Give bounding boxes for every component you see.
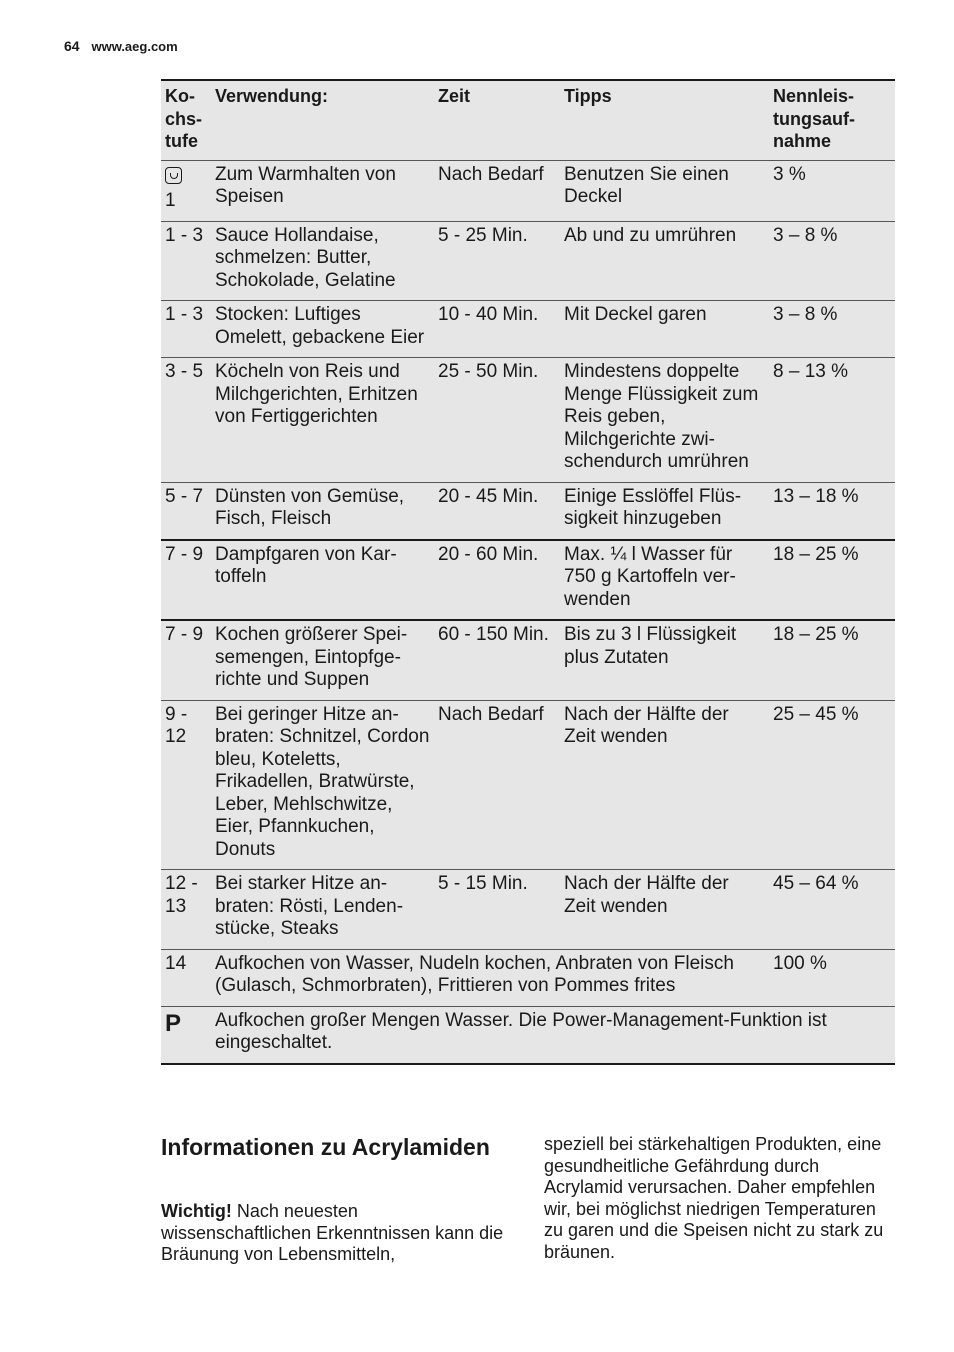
cell-use: Aufkochen von Wasser, Nudeln kochen, Anbraten von Fleisch (Gulasch, Schmorbraten), Frittieren von Pommes frites	[215, 952, 734, 996]
col-header-tips: Tipps	[564, 86, 612, 106]
cell-level: 7 - 9	[165, 543, 204, 565]
cell-use: Sauce Hollandaise, schmelzen: Butter, Schokolade, Gelatine	[215, 224, 396, 291]
table-row	[161, 540, 895, 621]
col-header-use: Verwendung:	[215, 86, 329, 106]
page-header	[64, 38, 178, 54]
cell-tips: Ab und zu umrühren	[564, 224, 737, 246]
cell-use: Dampfgaren von Kartoffeln	[215, 543, 397, 587]
cell-use: Bei geringer Hitze anbraten: Schnitzel, Cordon bleu, Koteletts, Frikadellen, Bratwürste, Leber, Mehlschwitze, Eier, Pfannkuchen, Donuts	[215, 703, 430, 860]
keep-warm-icon	[165, 167, 182, 184]
table-row	[161, 1006, 895, 1064]
cell-level: 3 - 5	[165, 361, 204, 382]
cooking-table	[161, 79, 895, 1065]
section-text-left	[161, 1201, 511, 1266]
table-row	[161, 620, 895, 700]
table-row	[161, 482, 895, 540]
cell-tips: Einige Esslöffel Flüssigkeit hinzugeben	[564, 485, 742, 529]
cell-use: Dünsten von Gemüse, Fisch, Fleisch	[215, 485, 405, 529]
cell-power: 3 – 8 %	[773, 304, 838, 325]
cell-power: 13 – 18 %	[773, 485, 859, 507]
cell-level	[161, 160, 211, 221]
cell-tips: Max. ¼ l Wasser für 750 g Kartoffeln verwenden	[564, 543, 736, 610]
section-title: Informationen zu Acrylamiden	[161, 1134, 490, 1160]
cell-use: Aufkochen großer Mengen Wasser. Die Power-Management-Funktion ist eingeschaltet.	[215, 1009, 827, 1053]
col-header-power: Nennleistungsaufnahme	[773, 86, 855, 151]
table-row	[161, 301, 895, 358]
page-number: 64	[64, 38, 80, 54]
cell-tips: Mindestens doppelte Menge Flüssigkeit zum Reis geben, Milchgerichte zwischendurch umrühren	[564, 361, 759, 472]
cell-time: 20 - 60 Min.	[438, 543, 539, 565]
cell-tips: Mit Deckel garen	[564, 304, 707, 325]
table-row	[161, 221, 895, 301]
cell-power: 18 – 25 %	[773, 624, 859, 645]
cell-time: 10 - 40 Min.	[438, 304, 539, 325]
cell-level: 5 - 7	[165, 485, 204, 507]
cell-power: 8 – 13 %	[773, 361, 848, 382]
section-text-right: speziell bei stärkehaltigen Produkten, eine gesundheitliche Gefährdung durch Acrylamid verursachen. Daher empfehlen wir, bei möglichst niedrigen Temperaturen zu garen und die Speisen nicht zu stark zu bräunen.	[544, 1134, 884, 1262]
power-booster-icon: P	[165, 1009, 182, 1037]
cell-level: 1 - 3	[165, 224, 204, 246]
cell-use: Kochen größerer Speisemengen, Eintopfgerichte und Suppen	[215, 624, 408, 690]
cell-tips: Nach der Hälfte der Zeit wenden	[564, 873, 729, 917]
level-value: 1	[165, 190, 176, 211]
cell-time: Nach Bedarf	[438, 703, 544, 725]
cell-time: 25 - 50 Min.	[438, 361, 539, 382]
cell-time: 5 - 15 Min.	[438, 873, 528, 894]
cell-power: 45 – 64 %	[773, 873, 859, 894]
cell-power: 3 – 8 %	[773, 224, 838, 246]
col-header-time: Zeit	[438, 86, 471, 106]
cell-level	[161, 1006, 211, 1064]
cell-time: 20 - 45 Min.	[438, 485, 539, 507]
cell-tips: Bis zu 3 l Flüssigkeit plus Zutaten	[564, 624, 737, 668]
site-url: www.aeg.com	[91, 39, 178, 54]
cell-level: 12 - 13	[165, 873, 198, 917]
table-row	[161, 358, 895, 483]
table-row	[161, 160, 895, 221]
cell-power: 18 – 25 %	[773, 543, 859, 565]
left-paragraph: Nach neuesten wissenschaftlichen Erkenntnissen kann die Bräunung von Lebensmitteln,	[161, 1201, 504, 1265]
cell-tips: Benutzen Sie einen Deckel	[564, 163, 729, 207]
cell-level: 14	[165, 952, 187, 974]
table-row	[161, 700, 895, 870]
table-row	[161, 949, 895, 1006]
cell-use: Köcheln von Reis und Milchgerichten, Erhitzen von Fertiggerichten	[215, 361, 418, 427]
cell-level: 1 - 3	[165, 304, 204, 325]
cell-power: 100 %	[773, 952, 827, 974]
cell-tips: Nach der Hälfte der Zeit wenden	[564, 703, 729, 747]
table-header-row	[161, 80, 895, 160]
cell-use: Stocken: Luftiges Omelett, gebackene Eier	[215, 304, 425, 348]
important-label: Wichtig!	[161, 1201, 232, 1221]
col-header-level: Kochstufe	[165, 86, 203, 151]
cell-level: 9 - 12	[165, 703, 188, 747]
table-row	[161, 870, 895, 950]
cell-power: 25 – 45 %	[773, 703, 859, 725]
cell-time: 5 - 25 Min.	[438, 224, 528, 246]
cell-level: 7 - 9	[165, 624, 204, 645]
cell-power: 3 %	[773, 163, 806, 185]
cell-time: Nach Bedarf	[438, 163, 544, 185]
cell-use: Bei starker Hitze anbraten: Rösti, Lendenstücke, Steaks	[215, 873, 404, 939]
cell-use: Zum Warmhalten von Speisen	[215, 163, 396, 207]
cell-time: 60 - 150 Min.	[438, 624, 549, 645]
